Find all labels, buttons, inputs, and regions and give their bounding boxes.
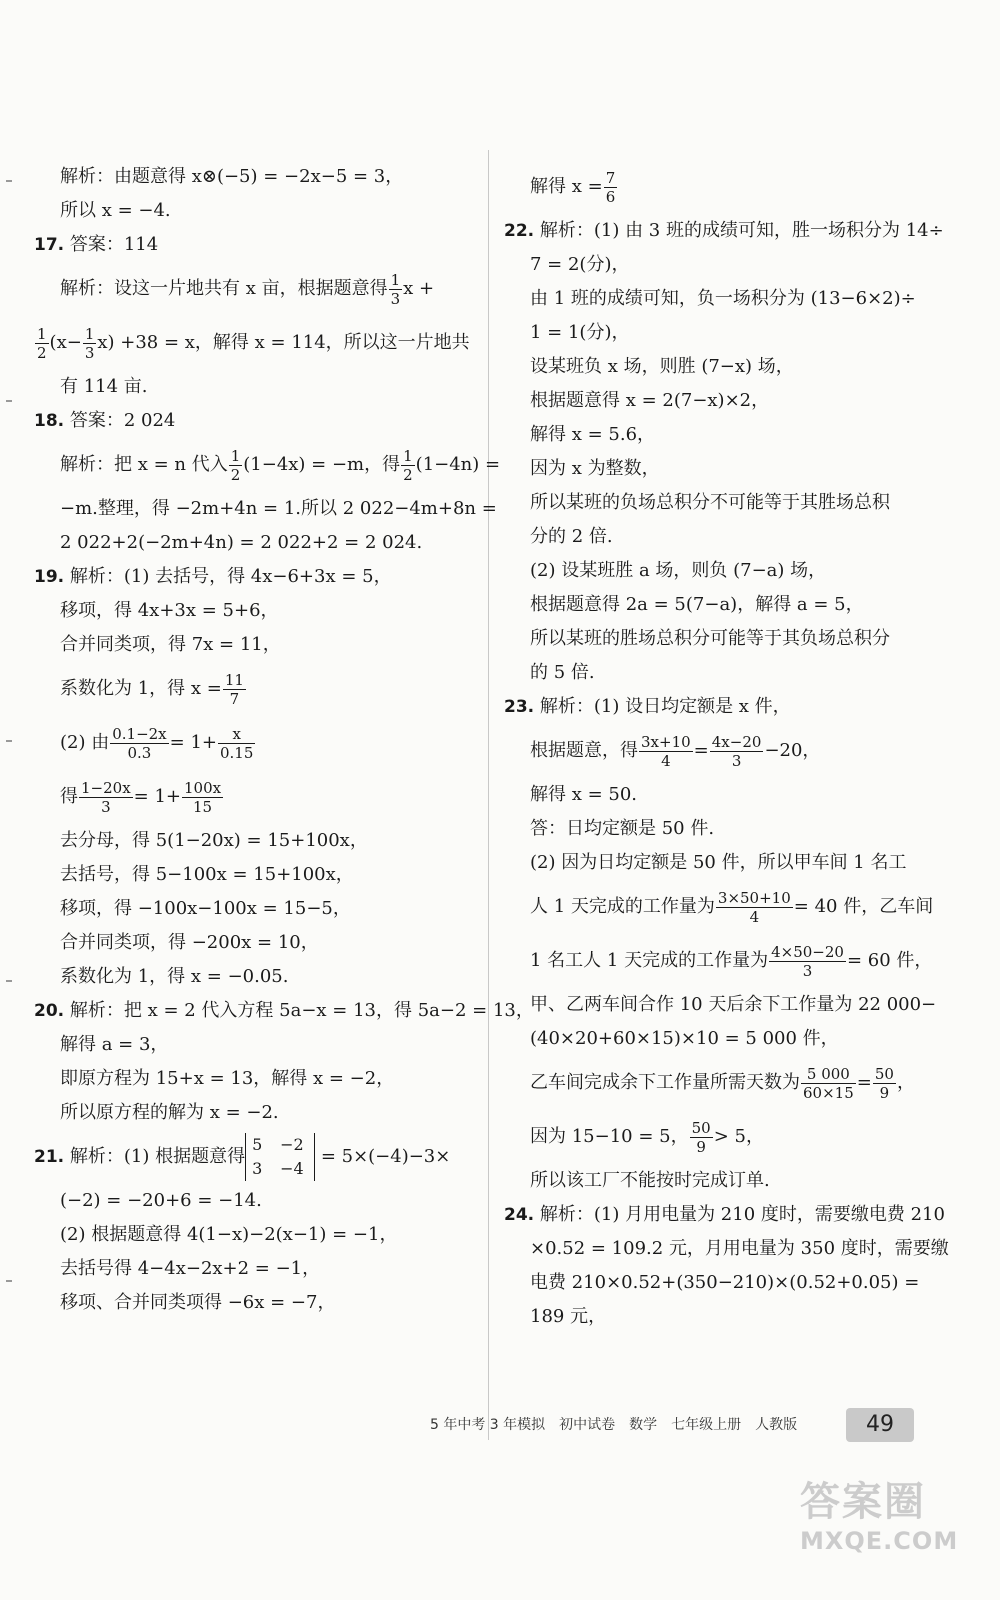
answer-line xyxy=(504,1056,944,1110)
question-17 xyxy=(34,228,474,262)
question-21 xyxy=(34,1130,474,1184)
answer-line: 移项，得 −100x−100x = 15−5， xyxy=(60,898,351,919)
answer-line: 电费 210×0.52+(350−210)×(0.52+0.05) = xyxy=(530,1272,920,1293)
fraction: $\frac{3x+10}{4}$ xyxy=(641,732,691,770)
fraction: $\frac{50}{9}$ xyxy=(691,1118,711,1156)
answer-line: 的 5 倍. xyxy=(530,662,595,683)
answer-text: 1 名工人 1 天完成的工作量为 xyxy=(530,950,769,971)
answer-line: 去分母，得 5(1−20x) = 15+100x， xyxy=(60,830,368,851)
book-footer: 5 年中考 3 年模拟 初中试卷 数学 七年级上册 人教版 xyxy=(430,1417,798,1433)
answer-line: 去括号得 4−4x−2x+2 = −1， xyxy=(60,1258,321,1279)
answer-text: (2) 由 xyxy=(60,732,110,753)
answer-text: = xyxy=(856,1072,872,1093)
answer-line: 有 114 亩. xyxy=(60,376,148,397)
fraction: $\frac{50}{9}$ xyxy=(874,1064,894,1102)
answer-text: 解析：(1) 去括号，得 4x−6+3x = 5， xyxy=(69,566,392,587)
answer-line xyxy=(34,316,474,370)
question-24 xyxy=(504,1198,944,1232)
answer-line: 移项，得 4x+3x = 5+6， xyxy=(60,600,279,621)
answer-line: 解析：由题意得 x⊗(−5) = −2x−5 = 3， xyxy=(60,166,404,187)
answer-line: 由 1 班的成绩可知，负一场积分为 (13−6×2)÷ xyxy=(530,288,916,309)
binding-marks xyxy=(6,160,16,1400)
answer-line: 合并同类项，得 −200x = 10， xyxy=(60,932,319,953)
answer-text: 得 xyxy=(60,786,78,807)
answer-line: −m.整理，得 −2m+4n = 1.所以 2 022−4m+8n = xyxy=(60,498,497,519)
answer-text: = 1+ xyxy=(133,786,182,807)
fraction: $\frac{1}{2}$ xyxy=(37,324,47,362)
answer-text: −20， xyxy=(764,740,821,761)
right-column xyxy=(504,160,949,1334)
fraction: $\frac{0.1-2x}{0.3}$ xyxy=(112,724,167,762)
answer-line xyxy=(34,770,474,824)
answer-text: 解析：(1) 月用电量为 210 度时，需要缴电费 210 xyxy=(539,1204,945,1225)
question-number: 24. xyxy=(504,1205,535,1225)
answer-text: 答案：2 024 xyxy=(69,410,176,431)
fraction: $\frac{1-20x}{3}$ xyxy=(81,778,131,816)
fraction: $\frac{4x-20}{3}$ xyxy=(711,732,762,770)
fraction: $\frac{1}{3}$ xyxy=(390,270,401,308)
answer-text: = 60 件， xyxy=(846,950,933,971)
fraction: $\frac{3\times 50+10}{4}$ xyxy=(717,888,791,926)
answer-text: 人 1 天完成的工作量为 xyxy=(530,896,715,917)
answer-text: (x− xyxy=(49,332,82,353)
answer-line xyxy=(504,934,944,988)
fraction: $\frac{5 000}{60\times 15}$ xyxy=(803,1064,854,1102)
question-number: 23. xyxy=(504,697,535,717)
fraction: $\frac{100x}{15}$ xyxy=(184,778,222,816)
watermark-logo xyxy=(800,1470,980,1590)
answer-line: 去括号，得 5−100x = 15+100x， xyxy=(60,864,354,885)
answer-text: ， xyxy=(896,1072,915,1093)
answer-line: 2 022+2(−2m+4n) = 2 022+2 = 2 024. xyxy=(60,532,423,553)
answer-line xyxy=(34,262,474,316)
answer-line: 所以原方程的解为 x = −2. xyxy=(60,1102,279,1123)
answer-text: 答案：114 xyxy=(69,234,159,255)
question-number: 20. xyxy=(34,1001,65,1021)
fraction: $\frac{x}{0.15}$ xyxy=(220,724,254,762)
answer-line: 移项、合并同类项得 −6x = −7， xyxy=(60,1292,336,1313)
watermark-text: 答案圈 xyxy=(800,1479,926,1525)
answer-text: (1−4n) = xyxy=(415,454,501,475)
answer-line: 根据题意得 x = 2(7−x)×2， xyxy=(530,390,770,411)
answer-line: 所以 x = −4. xyxy=(60,200,171,221)
answer-text: 乙车间完成余下工作量所需天数为 xyxy=(530,1072,800,1093)
answer-text: = 40 件，乙车间 xyxy=(793,896,934,917)
answer-text: 解析：(1) 由 3 班的成绩可知，胜一场积分为 14÷ xyxy=(539,220,944,241)
answer-line xyxy=(34,716,474,770)
answer-text: 解析：(1) 设日均定额是 x 件， xyxy=(539,696,791,717)
answer-text: = 1+ xyxy=(169,732,217,753)
answer-line: 甲、乙两车间合作 10 天后余下工作量为 22 000− xyxy=(530,994,937,1015)
answer-text: 系数化为 1，得 x = xyxy=(60,678,222,699)
question-number: 19. xyxy=(34,567,65,587)
question-23 xyxy=(504,690,944,724)
answer-line: 答：日均定额是 50 件. xyxy=(530,818,715,839)
answer-text: 解析：设这一片地共有 x 亩，根据题意得 xyxy=(60,278,388,299)
question-number: 18. xyxy=(34,411,65,431)
answer-line: 合并同类项，得 7x = 11， xyxy=(60,634,281,655)
answer-line: 解得 x = 5.6， xyxy=(530,424,656,445)
watermark-site: MXQE.COM xyxy=(800,1527,959,1555)
answer-text: 根据题意，得 xyxy=(530,740,638,761)
answer-line: (2) 因为日均定额是 50 件，所以甲车间 1 名工 xyxy=(530,852,907,873)
answer-line: 分的 2 倍. xyxy=(530,526,613,547)
answer-text: 解得 x = xyxy=(530,176,603,197)
answer-line: 1 = 1(分)， xyxy=(530,322,630,343)
fraction: $\frac{1}{2}$ xyxy=(230,446,241,484)
answer-line: 所以某班的胜场总积分可能等于其负场总积分 xyxy=(530,628,890,649)
question-number: 17. xyxy=(34,235,65,255)
answer-line: (2) 根据题意得 4(1−x)−2(x−1) = −1， xyxy=(60,1224,398,1245)
answer-line: (40×20+60×15)×10 = 5 000 件， xyxy=(530,1028,839,1049)
answer-line: ×0.52 = 109.2 元，月用电量为 350 度时，需要缴 xyxy=(530,1238,949,1259)
answer-line: 189 元， xyxy=(530,1306,607,1327)
answer-line: 解得 a = 3， xyxy=(60,1034,169,1055)
answer-line xyxy=(504,724,944,778)
question-number: 22. xyxy=(504,221,535,241)
question-22 xyxy=(504,214,944,248)
fraction: $\frac{7}{6}$ xyxy=(605,168,616,206)
question-20 xyxy=(34,994,534,1028)
left-column xyxy=(34,160,534,1320)
answer-line xyxy=(504,1110,944,1164)
answer-line: 解得 x = 50. xyxy=(530,784,638,805)
answer-line: 7 = 2(分)， xyxy=(530,254,630,275)
answer-text: = xyxy=(693,740,709,761)
answer-line: 即原方程为 15+x = 13，解得 x = −2， xyxy=(60,1068,395,1089)
answer-line: (−2) = −20+6 = −14. xyxy=(60,1190,262,1211)
answer-line: 因为 x 为整数， xyxy=(530,458,660,479)
fraction: $\frac{1}{3}$ xyxy=(84,324,95,362)
answer-text: x) +38 = x，解得 x = 114，所以这一片地共 xyxy=(97,332,470,353)
fraction: $\frac{11}{7}$ xyxy=(224,670,244,708)
answer-text: (1−4x) = −m，得 xyxy=(243,454,401,475)
page-number: 49 xyxy=(846,1408,914,1442)
determinant: 5 −2 3 −4 xyxy=(245,1133,315,1181)
answer-line: (2) 设某班胜 a 场，则负 (7−a) 场， xyxy=(530,560,827,581)
fraction: $\frac{1}{2}$ xyxy=(403,446,413,484)
answer-line: 所以该工厂不能按时完成订单. xyxy=(530,1170,770,1191)
answer-text: = 5×(−4)−3× xyxy=(320,1146,451,1167)
answer-text: 解析：(1) 根据题意得 xyxy=(69,1146,246,1167)
answer-line xyxy=(504,160,944,214)
question-number: 21. xyxy=(34,1147,65,1167)
answer-line: 所以某班的负场总积分不可能等于其胜场总积 xyxy=(530,492,890,513)
fraction: $\frac{4\times 50-20}{3}$ xyxy=(771,942,844,980)
answer-text: 解析：把 x = 2 代入方程 5a−x = 13，得 5a−2 = 13， xyxy=(69,1000,534,1021)
column-divider xyxy=(488,150,489,1440)
answer-line xyxy=(504,880,944,934)
answer-text: x + xyxy=(403,278,435,299)
answer-text: 因为 15−10 = 5， xyxy=(530,1126,689,1147)
answer-line xyxy=(34,438,501,492)
question-19 xyxy=(34,560,474,594)
answer-line: 根据题意得 2a = 5(7−a)，解得 a = 5， xyxy=(530,594,864,615)
answer-line: 设某班负 x 场，则胜 (7−x) 场， xyxy=(530,356,794,377)
answer-line: 系数化为 1，得 x = −0.05. xyxy=(60,966,289,987)
answer-text: 解析：把 x = n 代入 xyxy=(60,454,228,475)
question-18 xyxy=(34,404,474,438)
answer-text: > 5， xyxy=(713,1126,764,1147)
answer-line xyxy=(34,662,474,716)
